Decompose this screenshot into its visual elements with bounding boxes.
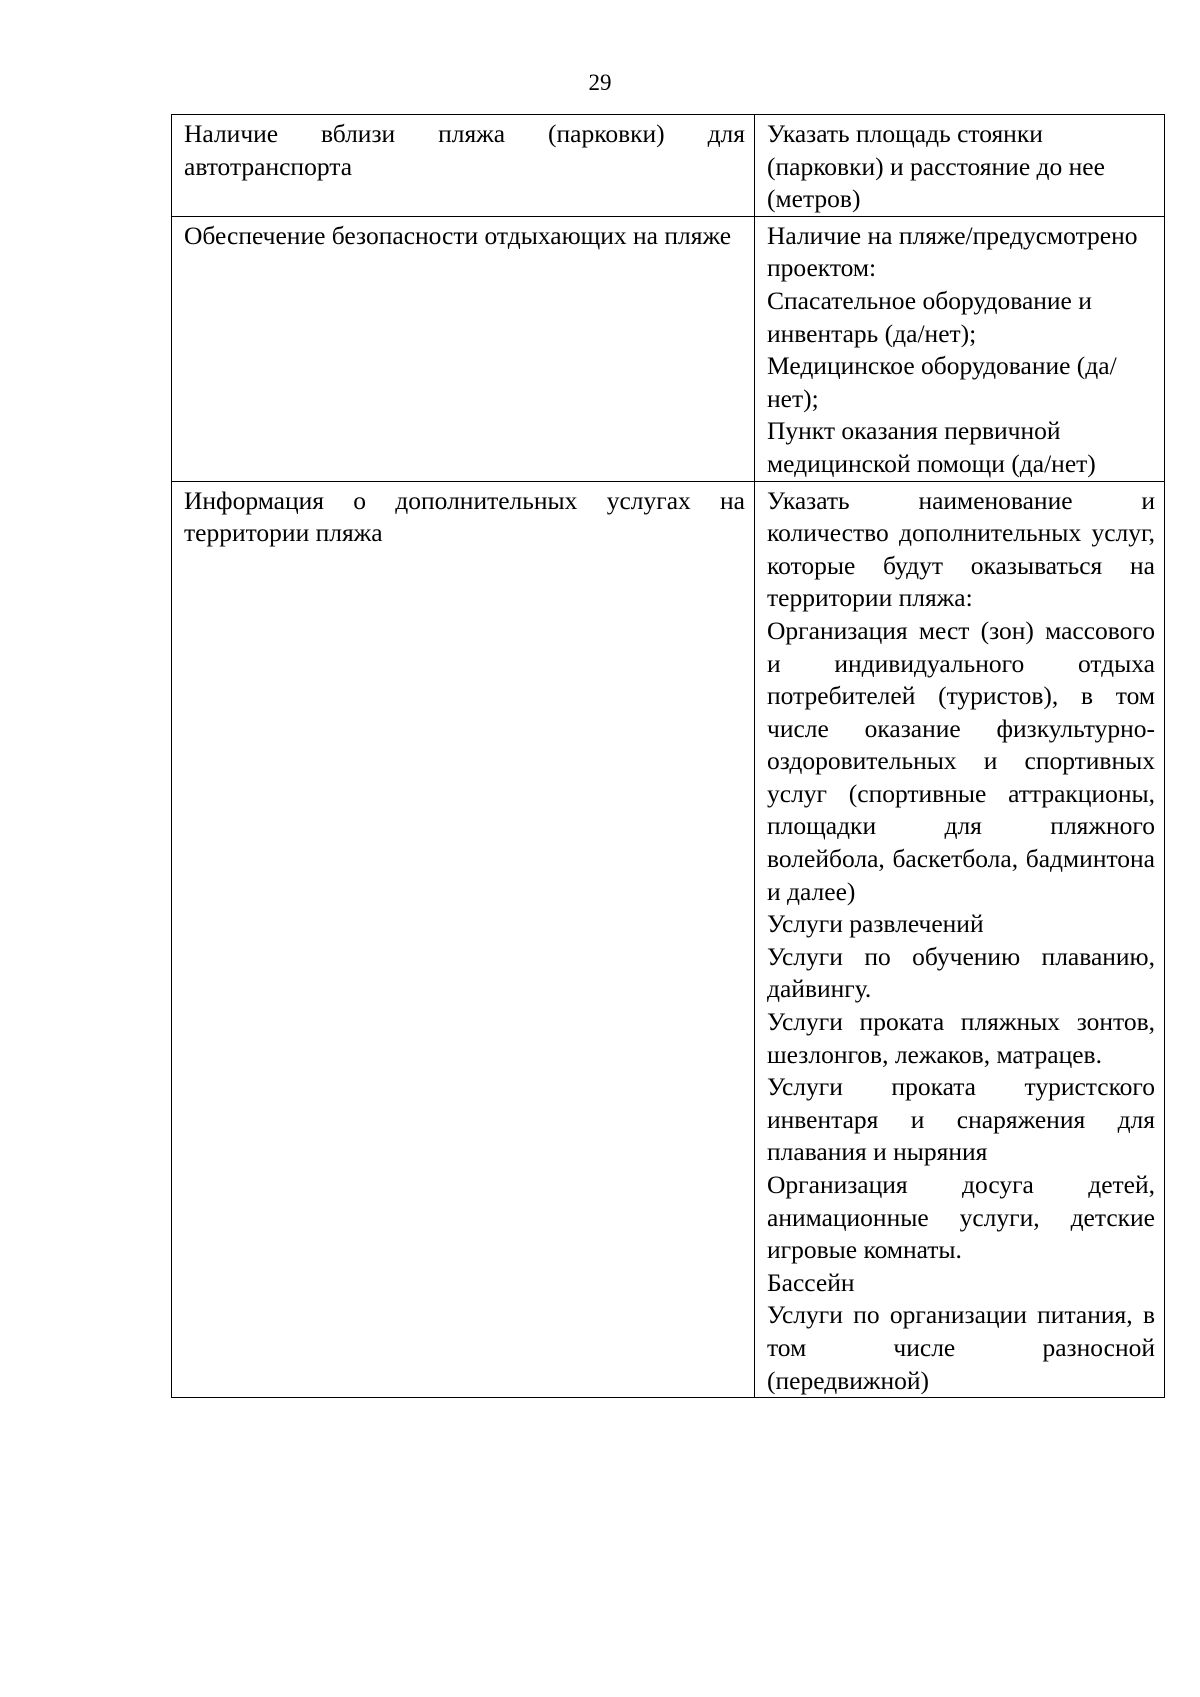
page-number: 29: [588, 70, 612, 95]
value-paragraph: Услуги проката пляжных зонтов, шезлонгов, лежаков, матрацев.: [767, 1007, 1155, 1069]
table-row: [172, 115, 1165, 217]
value-paragraph: Организация мест (зон) массового и индивидуального отдыха потребителей (туристов), в том числе оказание физкультурно-оздоровительных и спортивных услуг (спортивные аттракционы, площадки для пляжного волейбола, баскетбола, бадминтона и далее): [767, 615, 1155, 906]
table-row: [172, 481, 1165, 1398]
value-paragraph: Услуги по обучению плаванию, дайвингу.: [767, 941, 1155, 1004]
row-value-services: [755, 481, 1165, 1398]
requirements-table: [171, 114, 1165, 1398]
row-value-safety: [755, 216, 1165, 481]
value-paragraph: Наличие на пляже/предусмотрено проектом:: [767, 220, 1138, 283]
value-paragraph: Медицинское оборудование (да/нет);: [767, 351, 1117, 413]
value-paragraph: Организация досуга детей, анимационные услуги, детские игровые комнаты.: [767, 1170, 1155, 1265]
value-paragraph: Указать площадь стоянки (парковки) и расстояние до нее (метров): [767, 119, 1105, 214]
value-paragraph: Услуги проката туристского инвентаря и снаряжения для плавания и ныряния: [767, 1072, 1155, 1167]
value-paragraph: Услуги по организации питания, в том числе разносной (передвижной): [767, 1300, 1155, 1395]
table-row: [172, 216, 1165, 481]
row-label-safety: Обеспечение безопасности отдыхающих на пляже: [172, 216, 755, 481]
row-label-parking: Наличие вблизи пляжа (парковки) для автотранспорта: [172, 115, 755, 217]
row-value-parking: [755, 115, 1165, 217]
value-paragraph: Указать наименование и количество дополнительных услуг, которые будут оказываться на территории пляжа:: [767, 485, 1155, 613]
value-paragraph: Спасательное оборудование и инвентарь (да/нет);: [767, 285, 1092, 348]
row-label-services: Информация о дополнительных услугах на территории пляжа: [172, 481, 755, 1398]
value-paragraph: Услуги развлечений: [767, 909, 984, 939]
value-paragraph: Пункт оказания первичной медицинской помощи (да/нет): [767, 416, 1096, 478]
value-paragraph: Бассейн: [767, 1267, 855, 1297]
